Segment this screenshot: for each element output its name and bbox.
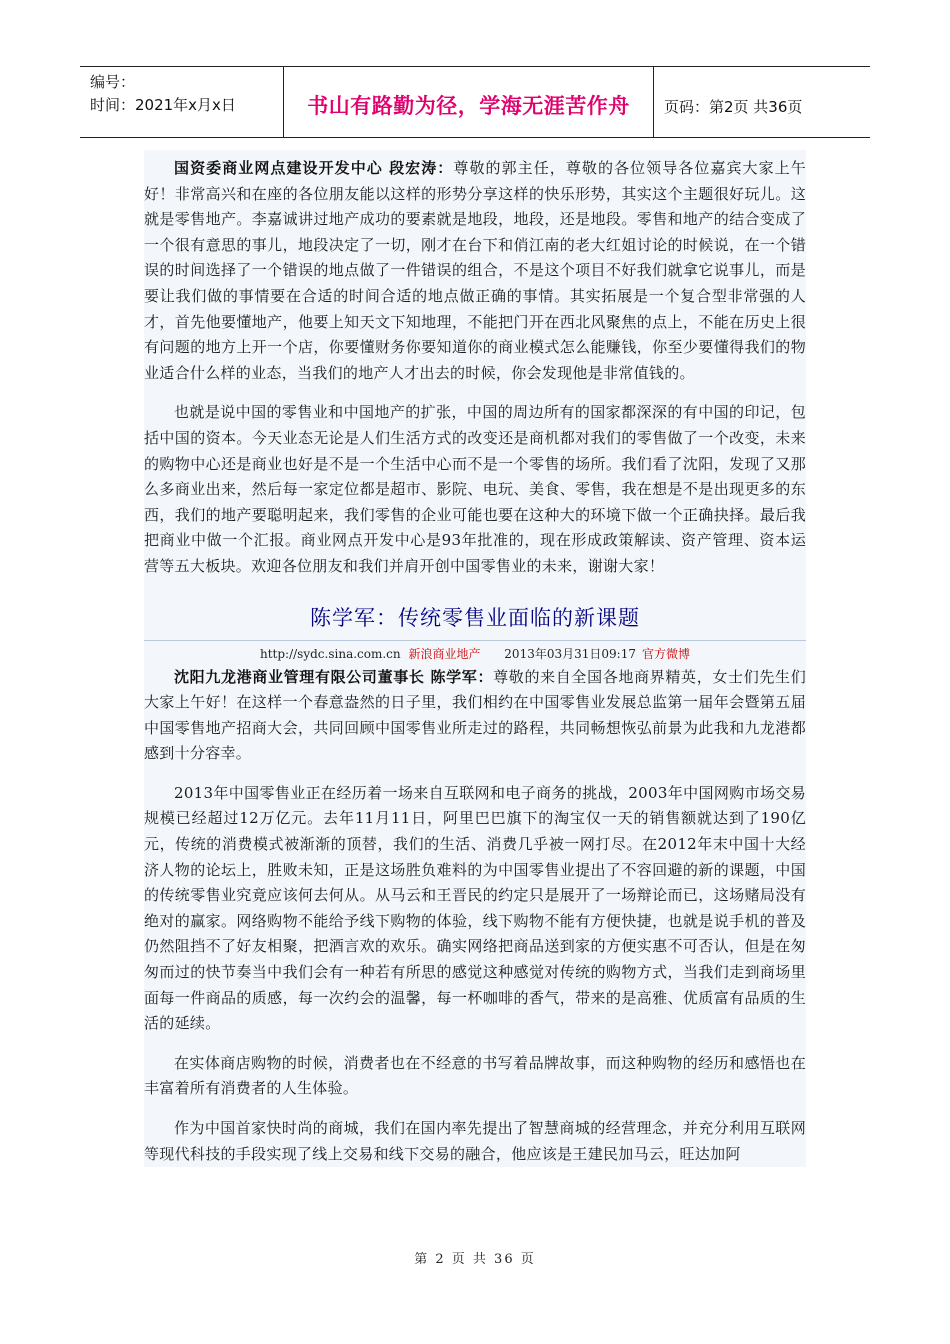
- title-divider: [144, 640, 806, 641]
- source-name-link[interactable]: 新浪商业地产: [408, 646, 481, 661]
- source-line: [144, 643, 806, 665]
- paragraph-2: [144, 400, 806, 579]
- paragraph-3-text: 尊敬的来自全国各地商界精英，女士们先生们大家上午好！在这样一个春意盎然的日子里，我们相约在中国零售业发展总监第一届年会暨第五届中国零售地产招商大会，共同回顾中国零售业所走过的路程，共同畅想恢弘前景为此我和九龙港都感到十分容幸。: [144, 667, 806, 763]
- paragraph-2-text: 也就是说中国的零售业和中国地产的扩张，中国的周边所有的国家都深深的有中国的印记，包括中国的资本。今天业态无论是人们生活方式的改变还是商机都对我们的零售做了一个改变，未来的购物中心还是商业也好是不是一个生活中心而不是一个零售的场所。我们看了沈阳，发现了又那么多商业出来，然后每一家定位都是超市、影院、电玩、美食、零售，我在想是不是出现更多的东西，我们的地产要聪明起来，我们零售的企业可能也要在这种大的环境下做一个正确抉择。最后我把商业中做一个汇报。商业网点开发中心是93年批准的，现在形成政策解读、资产管理、资本运营等五大板块。欢迎各位朋友和我们并肩开创中国零售业的未来，谢谢大家！: [144, 403, 806, 575]
- header-meta: [80, 67, 284, 137]
- paragraph-6: [144, 1116, 806, 1167]
- footer-page-number: 第 2 页 共 36 页: [414, 1252, 536, 1267]
- page-header: [80, 66, 870, 138]
- source-date: 2013年03月31日09:17: [504, 646, 636, 661]
- motto-text: 书山有路勤为径，学海无涯苦作舟: [307, 94, 630, 118]
- header-page-cell: [654, 67, 870, 137]
- paragraph-1: [144, 156, 806, 386]
- paragraph-6-text: 作为中国首家快时尚的商城，我们在国内率先提出了智慧商城的经营理念，并充分利用互联网等现代科技的手段实现了线上交易和线下交易的融合，他应该是王建民加马云，旺达加阿: [144, 1119, 806, 1163]
- time-label: 时间：2021年x月x日: [90, 96, 236, 114]
- page-label: 页码：第2页 共36页: [664, 97, 803, 116]
- article-body: [144, 150, 806, 1167]
- paragraph-5: [144, 1051, 806, 1102]
- speaker-chen: 沈阳九龙港商业管理有限公司董事长 陈学军：: [174, 667, 494, 686]
- serial-label: 编号：: [90, 73, 136, 91]
- speaker-duan: 国资委商业网点建设开发中心 段宏涛：: [174, 159, 454, 177]
- source-url-link[interactable]: http://sydc.sina.com.cn: [260, 646, 401, 661]
- paragraph-5-text: 在实体商店购物的时候，消费者也在不经意的书写着品牌故事，而这种购物的经历和感悟也在丰富着所有消费者的人生体验。: [144, 1053, 806, 1098]
- paragraph-4-text: 2013年中国零售业正在经历着一场来自互联网和电子商务的挑战，2003年中国网购市场交易规模已经超过12万亿元。去年11月11日，阿里巴巴旗下的淘宝仅一天的销售额就达到了190亿元，传统的消费模式被渐渐的顶替，我们的生活、消费几乎被一网打尽。在2012年末中国十大经济人物的论坛上，胜败未知，正是这场胜负难料的为中国零售业提出了不容回避的新的课题，中国的传统零售业究竟应该何去何从。从马云和王晋民的约定只是展开了一场辩论而已，这场赌局没有绝对的赢家。网络购物不能给予线下购物的体验，线下购物不能有方便快捷，也就是说手机的普及仍然阻挡不了好友相聚，把酒言欢的欢乐。确实网络把商品送到家的方便实惠不可否认，但是在匆匆而过的快节奏当中我们会有一种若有所思的感觉这种感觉对传统的购物方式，当我们走到商场里面每一件商品的质感，每一次约会的温馨，每一杯咖啡的香气，带来的是高雅、优质富有品质的生活的延续。: [144, 783, 806, 1033]
- weibo-link[interactable]: 官方微博: [641, 646, 690, 661]
- header-motto-cell: [284, 67, 654, 137]
- page-footer: [0, 1248, 950, 1267]
- paragraph-4: [144, 781, 806, 1037]
- paragraph-1-text: 尊敬的郭主任，尊敬的各位领导各位嘉宾大家上午好！非常高兴和在座的各位朋友能以这样的形势分享这样的快乐形势，其实这个主题很好玩儿。这就是零售地产。李嘉诚讲过地产成功的要素就是地段，地段，还是地段。零售和地产的结合变成了一个很有意思的事儿，地段决定了一切，刚才在台下和俏江南的老大红姐讨论的时候说，在一个错误的时间选择了一个错误的地点做了一件错误的组合，不是这个项目不好我们就拿它说事儿，而是要让我们做的事情要在合适的时间合适的地点做正确的事情。其实拓展是一个复合型非常强的人才，首先他要懂地产，他要上知天文下知地理，不能把门开在西北风聚焦的点上，不能在历史上很有问题的地方上开一个店，你要懂财务你要知道你的商业模式怎么能赚钱，你至少要懂得我们的物业适合什么样的业态，当我们的地产人才出去的时候，你会发现他是非常值钱的。: [144, 159, 807, 382]
- article-title: 陈学军：传统零售业面临的新课题: [310, 605, 640, 630]
- paragraph-3: [144, 665, 806, 767]
